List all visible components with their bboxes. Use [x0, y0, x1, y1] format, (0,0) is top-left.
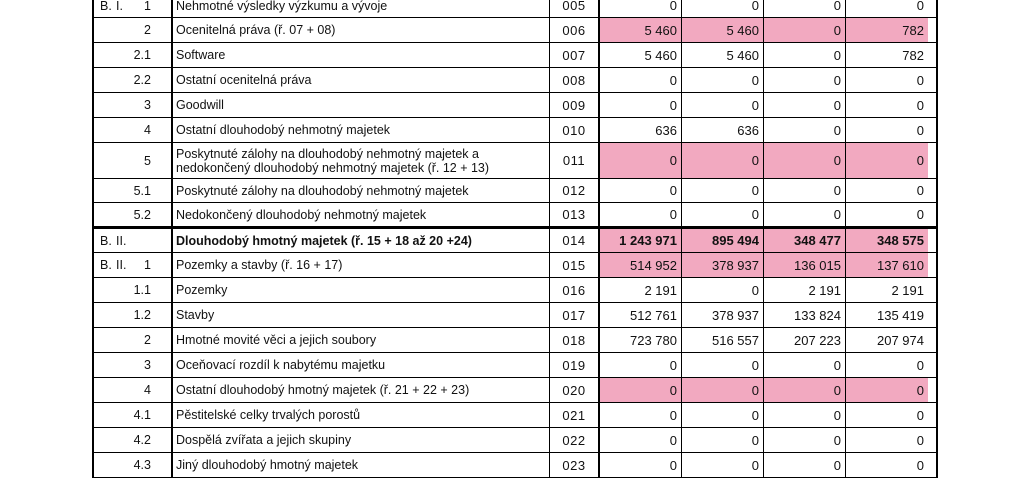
value-cell-3: 2 191: [764, 278, 846, 302]
value-cell-1: 0: [600, 179, 682, 202]
row-index-sec: B.: [100, 0, 112, 13]
row-index: [94, 453, 173, 477]
row-label: Dlouhodobý hmotný majetek (ř. 15 + 18 až 20 +24): [173, 229, 550, 252]
value-cell-3: 136 015: [764, 253, 846, 277]
row-index-roman: II.: [116, 258, 127, 272]
row-index: [94, 118, 173, 142]
row-index: [94, 328, 173, 352]
table-row: [94, 403, 936, 428]
value-cell-3: 0: [764, 378, 846, 402]
value-cell-3: 0: [764, 93, 846, 117]
row-index-num: 4.1: [133, 408, 151, 422]
row-code: 010: [550, 118, 600, 142]
row-label: Ocenitelná práva (ř. 07 + 08): [173, 18, 550, 42]
value-cell-1: 0: [600, 378, 682, 402]
row-index: [94, 278, 173, 302]
row-index-roman: I.: [116, 0, 123, 13]
row-code: 007: [550, 43, 600, 67]
table-row: [94, 253, 936, 278]
row-label: Goodwill: [173, 93, 550, 117]
row-index: [94, 43, 173, 67]
value-cell-4: 0: [916, 432, 924, 448]
row-index-num: 5.1: [133, 183, 151, 198]
value-cell-4: 0: [846, 378, 928, 402]
row-label: Pozemky a stavby (ř. 16 + 17): [173, 253, 550, 277]
row-index: [94, 203, 173, 226]
row-index: [94, 93, 173, 117]
value-cell-2: 516 557: [682, 328, 764, 352]
value-cell-2: 0: [682, 179, 764, 202]
row-index: [94, 143, 173, 178]
value-cell-4: 135 419: [877, 307, 924, 323]
row-label: Ostatní ocenitelná práva: [173, 68, 550, 92]
value-cell-1: 0: [600, 453, 682, 477]
row-label: Software: [173, 43, 550, 67]
value-cell-2: 378 937: [682, 303, 764, 327]
row-code: 022: [550, 428, 600, 452]
row-code: 014: [550, 229, 600, 252]
row-index-num: 1: [144, 258, 151, 272]
row-label: Ostatní dlouhodobý nehmotný majetek: [173, 118, 550, 142]
value-cell-4: 137 610: [846, 253, 928, 277]
value-cell-4: 0: [916, 122, 924, 138]
value-cell-2: 0: [682, 278, 764, 302]
value-cell-1: 0: [600, 353, 682, 377]
row-code: 019: [550, 353, 600, 377]
value-cell-2: 0: [682, 453, 764, 477]
value-cell-2: 5 460: [682, 43, 764, 67]
row-index-num: 5: [144, 153, 151, 168]
row-label: Pozemky: [173, 278, 550, 302]
table-row: [94, 453, 936, 478]
row-code: 020: [550, 378, 600, 402]
row-index-num: 3: [144, 358, 151, 372]
row-index: [94, 378, 173, 402]
table-row: [94, 68, 936, 93]
value-cell-4: 0: [916, 207, 924, 222]
value-cell-2: 0: [682, 0, 764, 17]
value-cell-4: 0: [916, 183, 924, 198]
value-cell-2: 0: [682, 203, 764, 226]
value-cell-3: 0: [764, 68, 846, 92]
value-cell-3: 0: [764, 179, 846, 202]
row-index-num: 4: [144, 383, 151, 397]
row-index-num: 1: [144, 0, 151, 13]
value-cell-3: 0: [764, 203, 846, 226]
value-cell-2: 0: [682, 68, 764, 92]
value-cell-1: 0: [600, 0, 682, 17]
table-row: [94, 93, 936, 118]
row-code: 018: [550, 328, 600, 352]
row-code: 011: [550, 143, 600, 178]
value-cell-4: 207 974: [877, 332, 924, 348]
row-index: [94, 68, 173, 92]
row-index-num: 2: [144, 23, 151, 37]
value-cell-3: 0: [764, 43, 846, 67]
value-cell-1: 5 460: [600, 43, 682, 67]
row-index: [94, 428, 173, 452]
table-row: [94, 179, 936, 203]
table-row: [94, 18, 936, 43]
row-code: 009: [550, 93, 600, 117]
row-index-num: 2.1: [133, 48, 151, 62]
row-code: 008: [550, 68, 600, 92]
row-label: Nedokončený dlouhodobý nehmotný majetek: [173, 203, 550, 226]
table-row: [94, 303, 936, 328]
row-label: Hmotné movité věci a jejich soubory: [173, 328, 550, 352]
row-code: 023: [550, 453, 600, 477]
row-index-num: 3: [144, 98, 151, 112]
balance-sheet-table: [92, 0, 938, 478]
row-label: Jiný dlouhodobý hmotný majetek: [173, 453, 550, 477]
value-cell-2: 0: [682, 353, 764, 377]
value-cell-4: 0: [916, 357, 924, 373]
table-row: [94, 227, 936, 253]
row-label: Pěstitelské celky trvalých porostů: [173, 403, 550, 427]
value-cell-4: 0: [916, 457, 924, 473]
value-cell-2: 0: [682, 378, 764, 402]
row-index: [94, 179, 173, 202]
row-index: [94, 353, 173, 377]
value-cell-1: 0: [600, 93, 682, 117]
row-code: 016: [550, 278, 600, 302]
table-row: [94, 378, 936, 403]
value-cell-3: 0: [764, 118, 846, 142]
table-row: [94, 143, 936, 179]
row-code: 021: [550, 403, 600, 427]
row-index-num: 1.2: [133, 308, 151, 322]
row-index-num: 5.2: [133, 207, 151, 222]
row-index: [94, 303, 173, 327]
value-cell-4: 348 575: [846, 229, 928, 252]
value-cell-1: 723 780: [600, 328, 682, 352]
value-cell-1: 0: [600, 203, 682, 226]
table-row: [94, 118, 936, 143]
row-index-num: 2: [144, 333, 151, 347]
row-index-roman: II.: [116, 233, 127, 248]
table-row: [94, 328, 936, 353]
value-cell-1: 0: [600, 403, 682, 427]
table-row: [94, 278, 936, 303]
value-cell-3: 0: [764, 18, 846, 42]
value-cell-2: 895 494: [682, 229, 764, 252]
table-row: [94, 428, 936, 453]
row-index: [94, 18, 173, 42]
value-cell-4: 782: [902, 47, 924, 63]
row-index-num: 1.1: [133, 283, 151, 297]
table-row: [94, 0, 936, 18]
value-cell-3: 348 477: [764, 229, 846, 252]
value-cell-2: 0: [682, 403, 764, 427]
row-index-num: 4.3: [133, 458, 151, 472]
row-code: 006: [550, 18, 600, 42]
row-code: 017: [550, 303, 600, 327]
row-label: Dospělá zvířata a jejich skupiny: [173, 428, 550, 452]
row-index-sec: B.: [100, 258, 112, 272]
value-cell-4: 0: [916, 72, 924, 88]
row-label: Oceňovací rozdíl k nabytému majetku: [173, 353, 550, 377]
row-index-num: 4.2: [133, 433, 151, 447]
value-cell-3: 0: [764, 428, 846, 452]
row-index: [94, 403, 173, 427]
value-cell-3: 0: [764, 0, 846, 17]
row-label: Poskytnuté zálohy na dlouhodobý nehmotný majetek a nedokončený dlouhodobý nehmotný majetek (ř. 12 + 13): [173, 143, 550, 178]
value-cell-4: 0: [916, 0, 924, 13]
value-cell-4: 2 191: [891, 282, 924, 298]
value-cell-3: 0: [764, 353, 846, 377]
value-cell-2: 0: [682, 143, 764, 178]
value-cell-1: 512 761: [600, 303, 682, 327]
table-row: [94, 353, 936, 378]
table-row: [94, 203, 936, 227]
value-cell-4: 0: [916, 407, 924, 423]
row-index-sec: B.: [100, 233, 112, 248]
row-index: [94, 253, 173, 277]
value-cell-1: 1 243 971: [600, 229, 682, 252]
row-code: 013: [550, 203, 600, 226]
value-cell-1: 2 191: [600, 278, 682, 302]
row-label: Stavby: [173, 303, 550, 327]
value-cell-1: 0: [600, 143, 682, 178]
row-label: Ostatní dlouhodobý hmotný majetek (ř. 21 + 22 + 23): [173, 378, 550, 402]
row-index: [94, 229, 173, 252]
row-index-num: 2.2: [133, 73, 151, 87]
value-cell-3: 207 223: [764, 328, 846, 352]
value-cell-1: 5 460: [600, 18, 682, 42]
row-code: 012: [550, 179, 600, 202]
row-code: 005: [550, 0, 600, 17]
value-cell-1: 636: [600, 118, 682, 142]
row-index-num: 4: [144, 123, 151, 137]
value-cell-2: 378 937: [682, 253, 764, 277]
value-cell-3: 133 824: [764, 303, 846, 327]
value-cell-1: 0: [600, 68, 682, 92]
value-cell-3: 0: [764, 403, 846, 427]
row-label: Nehmotné výsledky výzkumu a vývoje: [173, 0, 550, 17]
value-cell-3: 0: [764, 453, 846, 477]
value-cell-2: 0: [682, 93, 764, 117]
value-cell-1: 0: [600, 428, 682, 452]
value-cell-4: 0: [846, 143, 928, 178]
row-index: [94, 0, 173, 17]
table-row: [94, 43, 936, 68]
row-label: Poskytnuté zálohy na dlouhodobý nehmotný majetek: [173, 179, 550, 202]
value-cell-2: 0: [682, 428, 764, 452]
value-cell-2: 5 460: [682, 18, 764, 42]
row-code: 015: [550, 253, 600, 277]
value-cell-4: 0: [916, 97, 924, 113]
value-cell-4: 782: [846, 18, 928, 42]
value-cell-3: 0: [764, 143, 846, 178]
value-cell-2: 636: [682, 118, 764, 142]
value-cell-1: 514 952: [600, 253, 682, 277]
